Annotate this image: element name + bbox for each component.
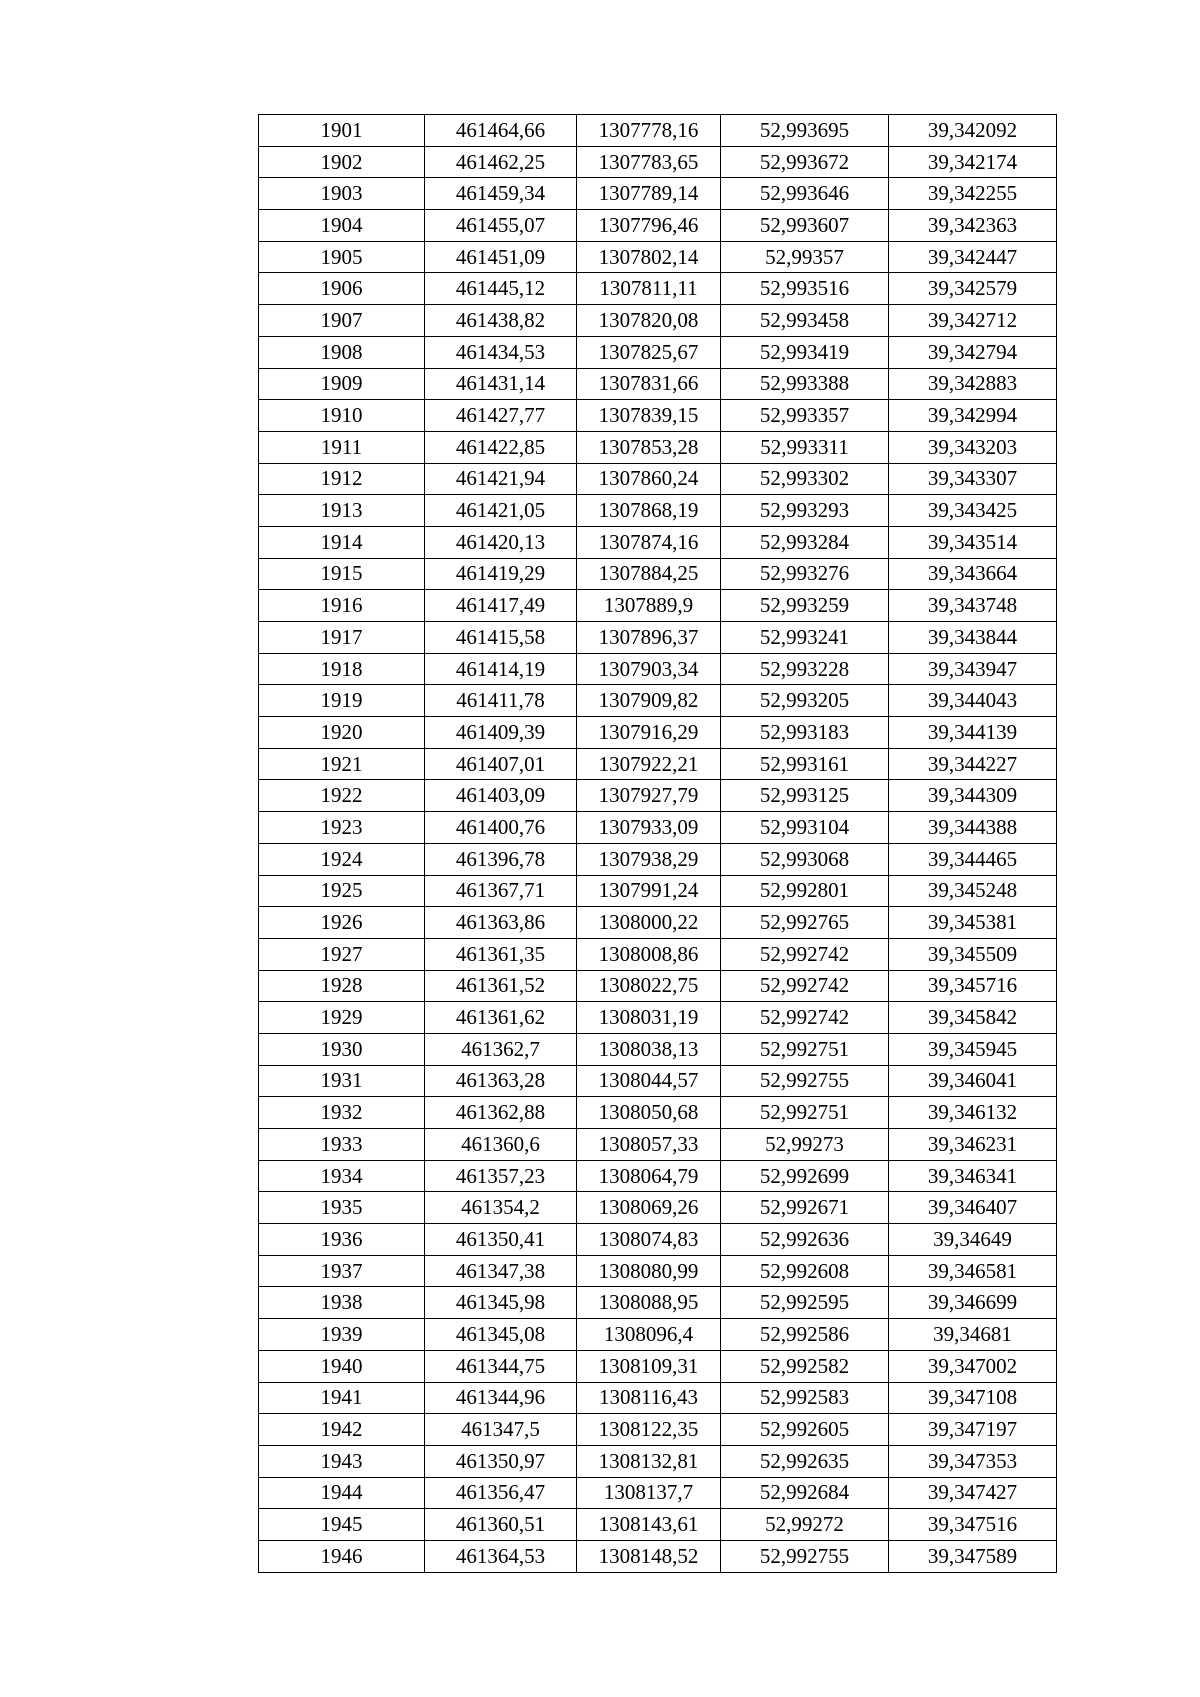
longitude-cell: 39,343203 [889, 431, 1057, 463]
longitude-cell: 39,343307 [889, 463, 1057, 495]
latitude-cell: 52,993205 [721, 685, 889, 717]
y-coordinate-cell: 1307903,34 [577, 653, 721, 685]
longitude-cell: 39,344043 [889, 685, 1057, 717]
point-number-cell: 1925 [259, 875, 425, 907]
latitude-cell: 52,993183 [721, 717, 889, 749]
latitude-cell: 52,993458 [721, 305, 889, 337]
latitude-cell: 52,992742 [721, 970, 889, 1002]
longitude-cell: 39,346407 [889, 1192, 1057, 1224]
x-coordinate-cell: 461363,28 [425, 1065, 577, 1097]
y-coordinate-cell: 1307909,82 [577, 685, 721, 717]
latitude-cell: 52,992751 [721, 1033, 889, 1065]
x-coordinate-cell: 461421,94 [425, 463, 577, 495]
longitude-cell: 39,345945 [889, 1033, 1057, 1065]
longitude-cell: 39,343514 [889, 526, 1057, 558]
y-coordinate-cell: 1308143,61 [577, 1509, 721, 1541]
y-coordinate-cell: 1307831,66 [577, 368, 721, 400]
table-row [259, 590, 1057, 622]
x-coordinate-cell: 461421,05 [425, 495, 577, 527]
latitude-cell: 52,992742 [721, 938, 889, 970]
table-row [259, 241, 1057, 273]
x-coordinate-cell: 461396,78 [425, 843, 577, 875]
y-coordinate-cell: 1308008,86 [577, 938, 721, 970]
table-row [259, 1382, 1057, 1414]
point-number-cell: 1944 [259, 1477, 425, 1509]
latitude-cell: 52,992671 [721, 1192, 889, 1224]
y-coordinate-cell: 1307874,16 [577, 526, 721, 558]
x-coordinate-cell: 461347,5 [425, 1414, 577, 1446]
longitude-cell: 39,346699 [889, 1287, 1057, 1319]
point-number-cell: 1904 [259, 210, 425, 242]
longitude-cell: 39,342883 [889, 368, 1057, 400]
point-number-cell: 1924 [259, 843, 425, 875]
table-row [259, 1287, 1057, 1319]
table-row [259, 907, 1057, 939]
table-row [259, 336, 1057, 368]
y-coordinate-cell: 1308088,95 [577, 1287, 721, 1319]
point-number-cell: 1920 [259, 717, 425, 749]
latitude-cell: 52,99273 [721, 1129, 889, 1161]
y-coordinate-cell: 1307916,29 [577, 717, 721, 749]
x-coordinate-cell: 461427,77 [425, 400, 577, 432]
y-coordinate-cell: 1307778,16 [577, 115, 721, 147]
longitude-cell: 39,344388 [889, 812, 1057, 844]
latitude-cell: 52,993125 [721, 780, 889, 812]
point-number-cell: 1915 [259, 558, 425, 590]
x-coordinate-cell: 461360,6 [425, 1129, 577, 1161]
table-row [259, 685, 1057, 717]
table-row [259, 1255, 1057, 1287]
point-number-cell: 1923 [259, 812, 425, 844]
table-row [259, 1097, 1057, 1129]
y-coordinate-cell: 1307991,24 [577, 875, 721, 907]
x-coordinate-cell: 461419,29 [425, 558, 577, 590]
latitude-cell: 52,99357 [721, 241, 889, 273]
y-coordinate-cell: 1308044,57 [577, 1065, 721, 1097]
table-row [259, 495, 1057, 527]
table-row [259, 1160, 1057, 1192]
point-number-cell: 1941 [259, 1382, 425, 1414]
longitude-cell: 39,347197 [889, 1414, 1057, 1446]
latitude-cell: 52,992608 [721, 1255, 889, 1287]
longitude-cell: 39,342363 [889, 210, 1057, 242]
y-coordinate-cell: 1307811,11 [577, 273, 721, 305]
point-number-cell: 1906 [259, 273, 425, 305]
point-number-cell: 1937 [259, 1255, 425, 1287]
latitude-cell: 52,992755 [721, 1540, 889, 1572]
y-coordinate-cell: 1308064,79 [577, 1160, 721, 1192]
latitude-cell: 52,993419 [721, 336, 889, 368]
table-row [259, 273, 1057, 305]
point-number-cell: 1932 [259, 1097, 425, 1129]
table-row [259, 305, 1057, 337]
longitude-cell: 39,342174 [889, 146, 1057, 178]
longitude-cell: 39,347108 [889, 1382, 1057, 1414]
longitude-cell: 39,345716 [889, 970, 1057, 1002]
point-number-cell: 1909 [259, 368, 425, 400]
point-number-cell: 1929 [259, 1002, 425, 1034]
latitude-cell: 52,993161 [721, 748, 889, 780]
table-row [259, 1540, 1057, 1572]
x-coordinate-cell: 461354,2 [425, 1192, 577, 1224]
latitude-cell: 52,993607 [721, 210, 889, 242]
table-row [259, 400, 1057, 432]
y-coordinate-cell: 1308122,35 [577, 1414, 721, 1446]
longitude-cell: 39,342994 [889, 400, 1057, 432]
table-row [259, 622, 1057, 654]
y-coordinate-cell: 1308050,68 [577, 1097, 721, 1129]
x-coordinate-cell: 461417,49 [425, 590, 577, 622]
longitude-cell: 39,343748 [889, 590, 1057, 622]
point-number-cell: 1931 [259, 1065, 425, 1097]
point-number-cell: 1905 [259, 241, 425, 273]
point-number-cell: 1942 [259, 1414, 425, 1446]
longitude-cell: 39,346581 [889, 1255, 1057, 1287]
x-coordinate-cell: 461356,47 [425, 1477, 577, 1509]
y-coordinate-cell: 1308096,4 [577, 1319, 721, 1351]
latitude-cell: 52,992765 [721, 907, 889, 939]
x-coordinate-cell: 461445,12 [425, 273, 577, 305]
longitude-cell: 39,342579 [889, 273, 1057, 305]
longitude-cell: 39,344465 [889, 843, 1057, 875]
point-number-cell: 1943 [259, 1445, 425, 1477]
latitude-cell: 52,992582 [721, 1350, 889, 1382]
point-number-cell: 1919 [259, 685, 425, 717]
x-coordinate-cell: 461361,52 [425, 970, 577, 1002]
table-row [259, 1065, 1057, 1097]
point-number-cell: 1921 [259, 748, 425, 780]
table-row [259, 1129, 1057, 1161]
longitude-cell: 39,34681 [889, 1319, 1057, 1351]
longitude-cell: 39,346041 [889, 1065, 1057, 1097]
table-row [259, 463, 1057, 495]
latitude-cell: 52,993388 [721, 368, 889, 400]
x-coordinate-cell: 461344,96 [425, 1382, 577, 1414]
latitude-cell: 52,993646 [721, 178, 889, 210]
y-coordinate-cell: 1307820,08 [577, 305, 721, 337]
latitude-cell: 52,992595 [721, 1287, 889, 1319]
longitude-cell: 39,347589 [889, 1540, 1057, 1572]
y-coordinate-cell: 1307896,37 [577, 622, 721, 654]
x-coordinate-cell: 461411,78 [425, 685, 577, 717]
y-coordinate-cell: 1308038,13 [577, 1033, 721, 1065]
latitude-cell: 52,993259 [721, 590, 889, 622]
longitude-cell: 39,343425 [889, 495, 1057, 527]
table-row [259, 210, 1057, 242]
x-coordinate-cell: 461347,38 [425, 1255, 577, 1287]
table-row [259, 178, 1057, 210]
latitude-cell: 52,993228 [721, 653, 889, 685]
y-coordinate-cell: 1307884,25 [577, 558, 721, 590]
point-number-cell: 1910 [259, 400, 425, 432]
table-row [259, 875, 1057, 907]
latitude-cell: 52,992755 [721, 1065, 889, 1097]
y-coordinate-cell: 1308031,19 [577, 1002, 721, 1034]
longitude-cell: 39,344227 [889, 748, 1057, 780]
y-coordinate-cell: 1307825,67 [577, 336, 721, 368]
x-coordinate-cell: 461367,71 [425, 875, 577, 907]
table-row [259, 748, 1057, 780]
latitude-cell: 52,99272 [721, 1509, 889, 1541]
longitude-cell: 39,343664 [889, 558, 1057, 590]
x-coordinate-cell: 461362,7 [425, 1033, 577, 1065]
y-coordinate-cell: 1307802,14 [577, 241, 721, 273]
latitude-cell: 52,993311 [721, 431, 889, 463]
table-row [259, 558, 1057, 590]
point-number-cell: 1912 [259, 463, 425, 495]
longitude-cell: 39,347516 [889, 1509, 1057, 1541]
point-number-cell: 1908 [259, 336, 425, 368]
x-coordinate-cell: 461431,14 [425, 368, 577, 400]
table-row [259, 1224, 1057, 1256]
y-coordinate-cell: 1307938,29 [577, 843, 721, 875]
x-coordinate-cell: 461451,09 [425, 241, 577, 273]
y-coordinate-cell: 1308137,7 [577, 1477, 721, 1509]
longitude-cell: 39,346132 [889, 1097, 1057, 1129]
table-row [259, 717, 1057, 749]
x-coordinate-cell: 461345,98 [425, 1287, 577, 1319]
latitude-cell: 52,993357 [721, 400, 889, 432]
x-coordinate-cell: 461422,85 [425, 431, 577, 463]
point-number-cell: 1903 [259, 178, 425, 210]
latitude-cell: 52,993672 [721, 146, 889, 178]
x-coordinate-cell: 461462,25 [425, 146, 577, 178]
x-coordinate-cell: 461361,35 [425, 938, 577, 970]
point-number-cell: 1935 [259, 1192, 425, 1224]
point-number-cell: 1917 [259, 622, 425, 654]
x-coordinate-cell: 461420,13 [425, 526, 577, 558]
x-coordinate-cell: 461360,51 [425, 1509, 577, 1541]
x-coordinate-cell: 461363,86 [425, 907, 577, 939]
latitude-cell: 52,992684 [721, 1477, 889, 1509]
point-number-cell: 1940 [259, 1350, 425, 1382]
table-row [259, 1477, 1057, 1509]
y-coordinate-cell: 1307933,09 [577, 812, 721, 844]
point-number-cell: 1926 [259, 907, 425, 939]
point-number-cell: 1939 [259, 1319, 425, 1351]
y-coordinate-cell: 1308109,31 [577, 1350, 721, 1382]
coordinates-table [258, 114, 1057, 1573]
x-coordinate-cell: 461364,53 [425, 1540, 577, 1572]
longitude-cell: 39,342712 [889, 305, 1057, 337]
table-row [259, 115, 1057, 147]
longitude-cell: 39,345381 [889, 907, 1057, 939]
longitude-cell: 39,346231 [889, 1129, 1057, 1161]
longitude-cell: 39,345509 [889, 938, 1057, 970]
x-coordinate-cell: 461414,19 [425, 653, 577, 685]
y-coordinate-cell: 1307853,28 [577, 431, 721, 463]
point-number-cell: 1938 [259, 1287, 425, 1319]
latitude-cell: 52,992801 [721, 875, 889, 907]
y-coordinate-cell: 1308116,43 [577, 1382, 721, 1414]
table-row [259, 368, 1057, 400]
latitude-cell: 52,993293 [721, 495, 889, 527]
table-row [259, 938, 1057, 970]
point-number-cell: 1933 [259, 1129, 425, 1161]
y-coordinate-cell: 1307789,14 [577, 178, 721, 210]
y-coordinate-cell: 1308080,99 [577, 1255, 721, 1287]
latitude-cell: 52,993276 [721, 558, 889, 590]
latitude-cell: 52,992742 [721, 1002, 889, 1034]
longitude-cell: 39,342447 [889, 241, 1057, 273]
longitude-cell: 39,343844 [889, 622, 1057, 654]
y-coordinate-cell: 1308000,22 [577, 907, 721, 939]
coordinates-table-body [259, 115, 1057, 1573]
latitude-cell: 52,992636 [721, 1224, 889, 1256]
y-coordinate-cell: 1307868,19 [577, 495, 721, 527]
y-coordinate-cell: 1307796,46 [577, 210, 721, 242]
point-number-cell: 1946 [259, 1540, 425, 1572]
y-coordinate-cell: 1307783,65 [577, 146, 721, 178]
longitude-cell: 39,344309 [889, 780, 1057, 812]
y-coordinate-cell: 1308069,26 [577, 1192, 721, 1224]
table-row [259, 1319, 1057, 1351]
x-coordinate-cell: 461344,75 [425, 1350, 577, 1382]
table-row [259, 653, 1057, 685]
latitude-cell: 52,992699 [721, 1160, 889, 1192]
longitude-cell: 39,346341 [889, 1160, 1057, 1192]
point-number-cell: 1913 [259, 495, 425, 527]
y-coordinate-cell: 1308074,83 [577, 1224, 721, 1256]
table-row [259, 1033, 1057, 1065]
y-coordinate-cell: 1307839,15 [577, 400, 721, 432]
y-coordinate-cell: 1308148,52 [577, 1540, 721, 1572]
y-coordinate-cell: 1307860,24 [577, 463, 721, 495]
table-row [259, 780, 1057, 812]
longitude-cell: 39,345248 [889, 875, 1057, 907]
point-number-cell: 1936 [259, 1224, 425, 1256]
longitude-cell: 39,345842 [889, 1002, 1057, 1034]
point-number-cell: 1928 [259, 970, 425, 1002]
x-coordinate-cell: 461434,53 [425, 336, 577, 368]
y-coordinate-cell: 1308132,81 [577, 1445, 721, 1477]
x-coordinate-cell: 461464,66 [425, 115, 577, 147]
y-coordinate-cell: 1308057,33 [577, 1129, 721, 1161]
point-number-cell: 1945 [259, 1509, 425, 1541]
x-coordinate-cell: 461415,58 [425, 622, 577, 654]
point-number-cell: 1922 [259, 780, 425, 812]
y-coordinate-cell: 1307927,79 [577, 780, 721, 812]
point-number-cell: 1930 [259, 1033, 425, 1065]
table-row [259, 1445, 1057, 1477]
latitude-cell: 52,992605 [721, 1414, 889, 1446]
x-coordinate-cell: 461407,01 [425, 748, 577, 780]
table-row [259, 431, 1057, 463]
latitude-cell: 52,993068 [721, 843, 889, 875]
table-row [259, 843, 1057, 875]
table-row [259, 146, 1057, 178]
x-coordinate-cell: 461438,82 [425, 305, 577, 337]
x-coordinate-cell: 461459,34 [425, 178, 577, 210]
point-number-cell: 1901 [259, 115, 425, 147]
table-row [259, 1002, 1057, 1034]
longitude-cell: 39,342092 [889, 115, 1057, 147]
y-coordinate-cell: 1307889,9 [577, 590, 721, 622]
point-number-cell: 1914 [259, 526, 425, 558]
point-number-cell: 1916 [259, 590, 425, 622]
point-number-cell: 1907 [259, 305, 425, 337]
latitude-cell: 52,993104 [721, 812, 889, 844]
latitude-cell: 52,993516 [721, 273, 889, 305]
latitude-cell: 52,992586 [721, 1319, 889, 1351]
latitude-cell: 52,993302 [721, 463, 889, 495]
latitude-cell: 52,992751 [721, 1097, 889, 1129]
table-row [259, 970, 1057, 1002]
x-coordinate-cell: 461455,07 [425, 210, 577, 242]
point-number-cell: 1911 [259, 431, 425, 463]
table-row [259, 812, 1057, 844]
x-coordinate-cell: 461345,08 [425, 1319, 577, 1351]
latitude-cell: 52,992583 [721, 1382, 889, 1414]
x-coordinate-cell: 461400,76 [425, 812, 577, 844]
table-row [259, 1509, 1057, 1541]
x-coordinate-cell: 461350,41 [425, 1224, 577, 1256]
point-number-cell: 1918 [259, 653, 425, 685]
longitude-cell: 39,347002 [889, 1350, 1057, 1382]
table-row [259, 526, 1057, 558]
longitude-cell: 39,342794 [889, 336, 1057, 368]
x-coordinate-cell: 461409,39 [425, 717, 577, 749]
latitude-cell: 52,992635 [721, 1445, 889, 1477]
table-row [259, 1350, 1057, 1382]
longitude-cell: 39,347427 [889, 1477, 1057, 1509]
table-row [259, 1414, 1057, 1446]
point-number-cell: 1927 [259, 938, 425, 970]
y-coordinate-cell: 1308022,75 [577, 970, 721, 1002]
longitude-cell: 39,34649 [889, 1224, 1057, 1256]
x-coordinate-cell: 461403,09 [425, 780, 577, 812]
longitude-cell: 39,343947 [889, 653, 1057, 685]
latitude-cell: 52,993695 [721, 115, 889, 147]
latitude-cell: 52,993284 [721, 526, 889, 558]
y-coordinate-cell: 1307922,21 [577, 748, 721, 780]
x-coordinate-cell: 461350,97 [425, 1445, 577, 1477]
point-number-cell: 1902 [259, 146, 425, 178]
latitude-cell: 52,993241 [721, 622, 889, 654]
longitude-cell: 39,344139 [889, 717, 1057, 749]
x-coordinate-cell: 461357,23 [425, 1160, 577, 1192]
table-row [259, 1192, 1057, 1224]
point-number-cell: 1934 [259, 1160, 425, 1192]
x-coordinate-cell: 461362,88 [425, 1097, 577, 1129]
longitude-cell: 39,347353 [889, 1445, 1057, 1477]
x-coordinate-cell: 461361,62 [425, 1002, 577, 1034]
longitude-cell: 39,342255 [889, 178, 1057, 210]
